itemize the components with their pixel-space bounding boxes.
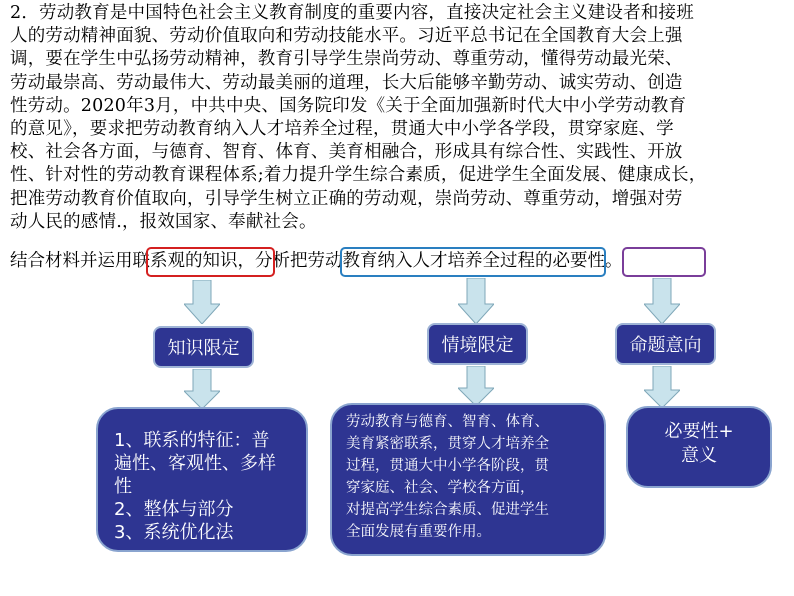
passage-line: 动人民的感情.，报效国家、奉献社会。	[10, 211, 317, 232]
context-scope-label: 情境限定	[441, 335, 514, 356]
question-middle: ，分析	[237, 251, 290, 271]
knowledge-scope-tag	[153, 326, 254, 368]
intent-highlight-text: 必要性。	[552, 251, 623, 271]
question-intent-tag	[615, 323, 716, 365]
context-analysis-line: 过程，贯通大中小学各阶段，贯	[346, 458, 549, 474]
context-analysis-line: 全面发展有重要作用。	[346, 524, 491, 540]
down-arrow-icon	[644, 366, 680, 408]
passage-line: 校、社会各方面，与德育、智育、体育、美育相融合，形成具有综合性、实践性、开放	[10, 142, 683, 163]
knowledge-highlight	[133, 251, 238, 271]
knowledge-scope-label: 知识限定	[167, 338, 240, 359]
passage-line: 劳动最崇高、劳动最伟大、劳动最美丽的道理，长大后能够辛勤劳动、诚实劳动、创造	[10, 72, 683, 93]
passage-line: 人的劳动精神面貌、劳动价值取向和劳动技能水平。习近平总书记在全国教育大会上强	[10, 26, 683, 47]
knowledge-point-line: 遍性、客观性、多样	[114, 453, 276, 474]
knowledge-highlight-text: 联系观的知识	[132, 251, 238, 271]
down-arrow-icon	[458, 366, 494, 406]
context-analysis-line: 对提高学生综合素质、促进学生	[346, 502, 549, 518]
intent-line: 必要性+	[664, 421, 734, 442]
context-analysis-line: 劳动教育与德育、智育、体育、	[346, 414, 549, 430]
down-arrow-icon	[184, 280, 220, 324]
material-passage	[10, 2, 788, 234]
down-arrow-icon	[184, 369, 220, 409]
passage-line: 调，要在学生中弘扬劳动精神，教育引导学生崇尚劳动、尊重劳动，懂得劳动最光荣、	[10, 49, 683, 70]
knowledge-point-line: 2、整体与部分	[114, 499, 234, 520]
intent-card	[626, 406, 772, 488]
passage-line: 性、针对性的劳动教育课程体系;着力提升学生综合素质，促进学生全面发展、健康成长，	[10, 165, 707, 186]
down-arrow-icon	[644, 278, 680, 324]
passage-line: 性劳动。2020年3月，中共中央、国务院印发《关于全面加强新时代大中小学劳动教育	[10, 95, 687, 116]
passage-line: 把准劳动教育价值取向，引导学生树立正确的劳动观，崇尚劳动、尊重劳动，增强对劳	[10, 188, 683, 209]
intent-highlight	[553, 251, 623, 271]
question-intent-label: 命题意向	[629, 335, 702, 356]
intent-line: 意义	[681, 445, 717, 466]
passage-line: 2．劳动教育是中国特色社会主义教育制度的重要内容，直接决定社会主义建设者和接班	[10, 3, 694, 23]
context-highlight	[290, 251, 535, 271]
knowledge-points-card	[96, 407, 308, 552]
question-line	[10, 250, 788, 273]
context-analysis-card	[330, 403, 606, 556]
knowledge-point-line: 性	[114, 476, 132, 497]
context-analysis-line: 穿家庭、社会、学校各方面，	[346, 480, 535, 496]
passage-line: 的意见》，要求把劳动教育纳入人才培养全过程，贯通大中小学各学段，贯穿家庭、学	[10, 119, 674, 140]
question-connector: 的	[535, 251, 553, 271]
down-arrow-icon	[458, 278, 494, 324]
knowledge-point-line: 3、系统优化法	[114, 522, 234, 543]
knowledge-point-line: 1、联系的特征：普	[114, 430, 270, 451]
context-analysis-line: 美育紧密联系，贯穿人才培养全	[346, 436, 549, 452]
context-scope-tag	[427, 323, 528, 365]
question-prefix: 结合材料并运用	[10, 251, 133, 271]
context-highlight-text: 把劳动教育纳入人才培养全过程	[290, 251, 535, 271]
